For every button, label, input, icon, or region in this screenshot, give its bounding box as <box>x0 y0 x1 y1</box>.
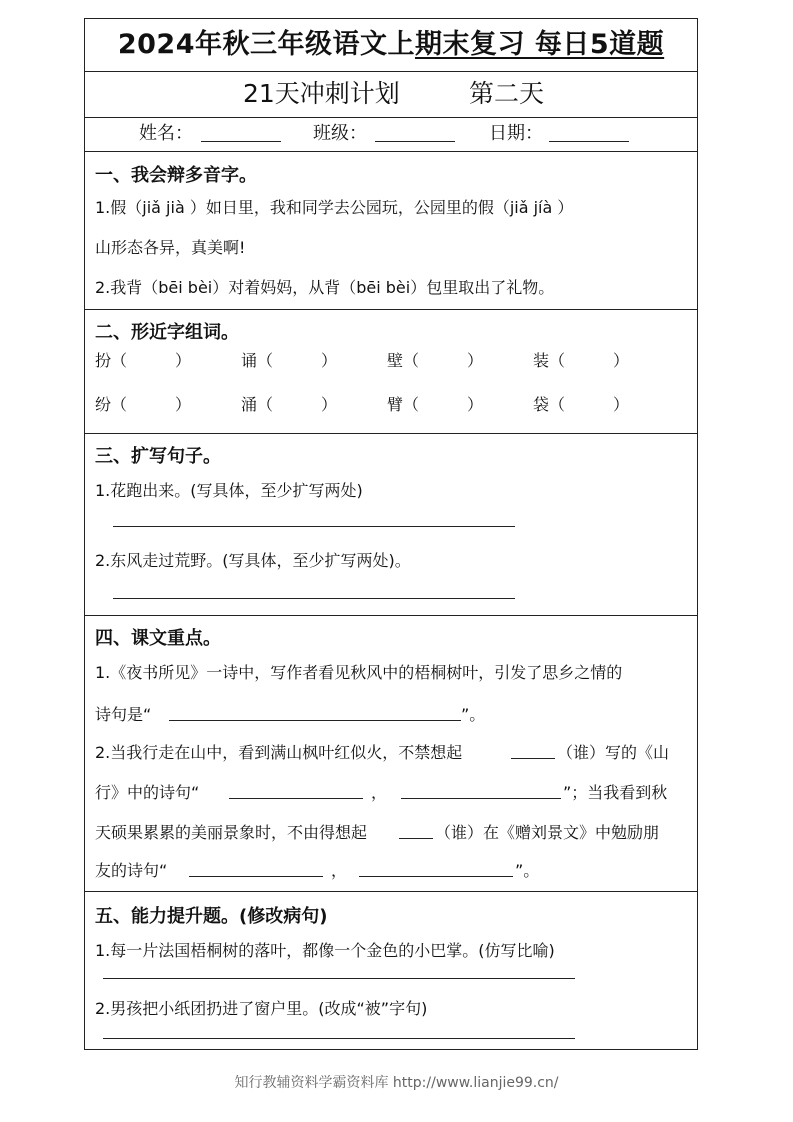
question-text: 山形态各异，真美啊! <box>95 238 246 257</box>
day-title: 第二天 <box>469 79 545 108</box>
word-blank[interactable]: 扮（ ） <box>95 351 192 370</box>
word-blank[interactable]: 纷（ ） <box>95 395 192 414</box>
question-text: 2.东风走过荒野。(写具体，至少扩写两处)。 <box>95 551 411 570</box>
section-heading: 四、课文重点。 <box>95 628 221 649</box>
title-underlined: 期末复习 每日5道题 <box>414 29 665 60</box>
word-blank[interactable]: 装（ ） <box>533 351 630 370</box>
question-text: 2.男孩把小纸团扔进了窗户里。(改成“被”字句) <box>95 999 428 1018</box>
word-blank[interactable]: 涌（ ） <box>241 395 338 414</box>
section-key-text <box>85 615 697 891</box>
section-heading: 三、扩写句子。 <box>95 446 221 467</box>
question-text: 2.当我行走在山中，看到满山枫叶红似火，不禁想起 <box>95 743 463 762</box>
question-text: 2.我背（bēi bèi）对着妈妈，从背（bēi bèi）包里取出了礼物。 <box>95 278 555 297</box>
word-blank[interactable]: 袋（ ） <box>533 395 630 414</box>
section-similar-chars <box>85 309 697 433</box>
section-expand-sentence <box>85 433 697 615</box>
worksheet-title <box>85 19 697 72</box>
question-text: 1.《夜书所见》一诗中，写作者看见秋风中的梧桐树叶，引发了思乡之情的 <box>95 663 623 682</box>
question-text: 天硕果累累的美丽景象时，不由得想起 <box>95 823 368 842</box>
answer-line[interactable] <box>511 758 555 759</box>
word-blank[interactable]: 诵（ ） <box>241 351 338 370</box>
question-text: ”。 <box>461 705 486 724</box>
date-blank[interactable] <box>549 141 629 142</box>
name-label: 姓名： <box>139 123 193 144</box>
question-text: （谁）在《赠刘景文》中勉励朋 <box>435 823 660 842</box>
question-text: 1.假（jiǎ jià ）如日里，我和同学去公园玩，公园里的假（jiǎ jíà ） <box>95 198 574 217</box>
word-blank[interactable]: 臂（ ） <box>387 395 484 414</box>
question-text: 诗句是“ <box>95 705 152 724</box>
word-blank[interactable]: 壁（ ） <box>387 351 484 370</box>
question-text: ”；当我看到秋 <box>563 783 668 802</box>
question-text: 1.花跑出来。(写具体，至少扩写两处) <box>95 481 363 500</box>
answer-line[interactable] <box>103 978 575 979</box>
question-text: （谁）写的《山 <box>557 743 670 762</box>
answer-line[interactable] <box>113 526 515 527</box>
answer-line[interactable] <box>169 720 461 721</box>
answer-line[interactable] <box>113 598 515 599</box>
class-label: 班级： <box>313 123 367 144</box>
section-heading: 五、能力提升题。(修改病句) <box>95 906 328 927</box>
section-heading: 一、我会辩多音字。 <box>95 165 257 186</box>
answer-line[interactable] <box>189 876 323 877</box>
question-text: ”。 <box>515 861 540 880</box>
student-info-row <box>85 117 697 152</box>
question-text: 1.每一片法国梧桐树的落叶，都像一个金色的小巴掌。(仿写比喻) <box>95 941 555 960</box>
section-heading: 二、形近字组词。 <box>95 322 239 343</box>
date-label: 日期： <box>489 123 543 144</box>
watermark-footer: 知行教辅资料学霸资料库 http://www.lianjie99.cn/ <box>234 1075 559 1091</box>
name-blank[interactable] <box>201 141 281 142</box>
title-plain: 2024年秋三年级语文上 <box>117 29 415 60</box>
section-polyphonic <box>85 151 697 309</box>
plan-title: 21天冲刺计划 <box>243 79 400 108</box>
class-blank[interactable] <box>375 141 455 142</box>
worksheet <box>84 18 698 1050</box>
question-text: 友的诗句“ <box>95 861 168 880</box>
question-text: 行》中的诗句“ <box>95 783 200 802</box>
section-fix-sentence <box>85 891 697 1049</box>
answer-line[interactable] <box>401 798 561 799</box>
question-text: ， <box>331 861 348 880</box>
answer-line[interactable] <box>103 1038 575 1039</box>
answer-line[interactable] <box>229 798 363 799</box>
answer-line[interactable] <box>359 876 513 877</box>
answer-line[interactable] <box>399 838 433 839</box>
subtitle-row <box>85 71 697 118</box>
question-text: ， <box>371 783 388 802</box>
